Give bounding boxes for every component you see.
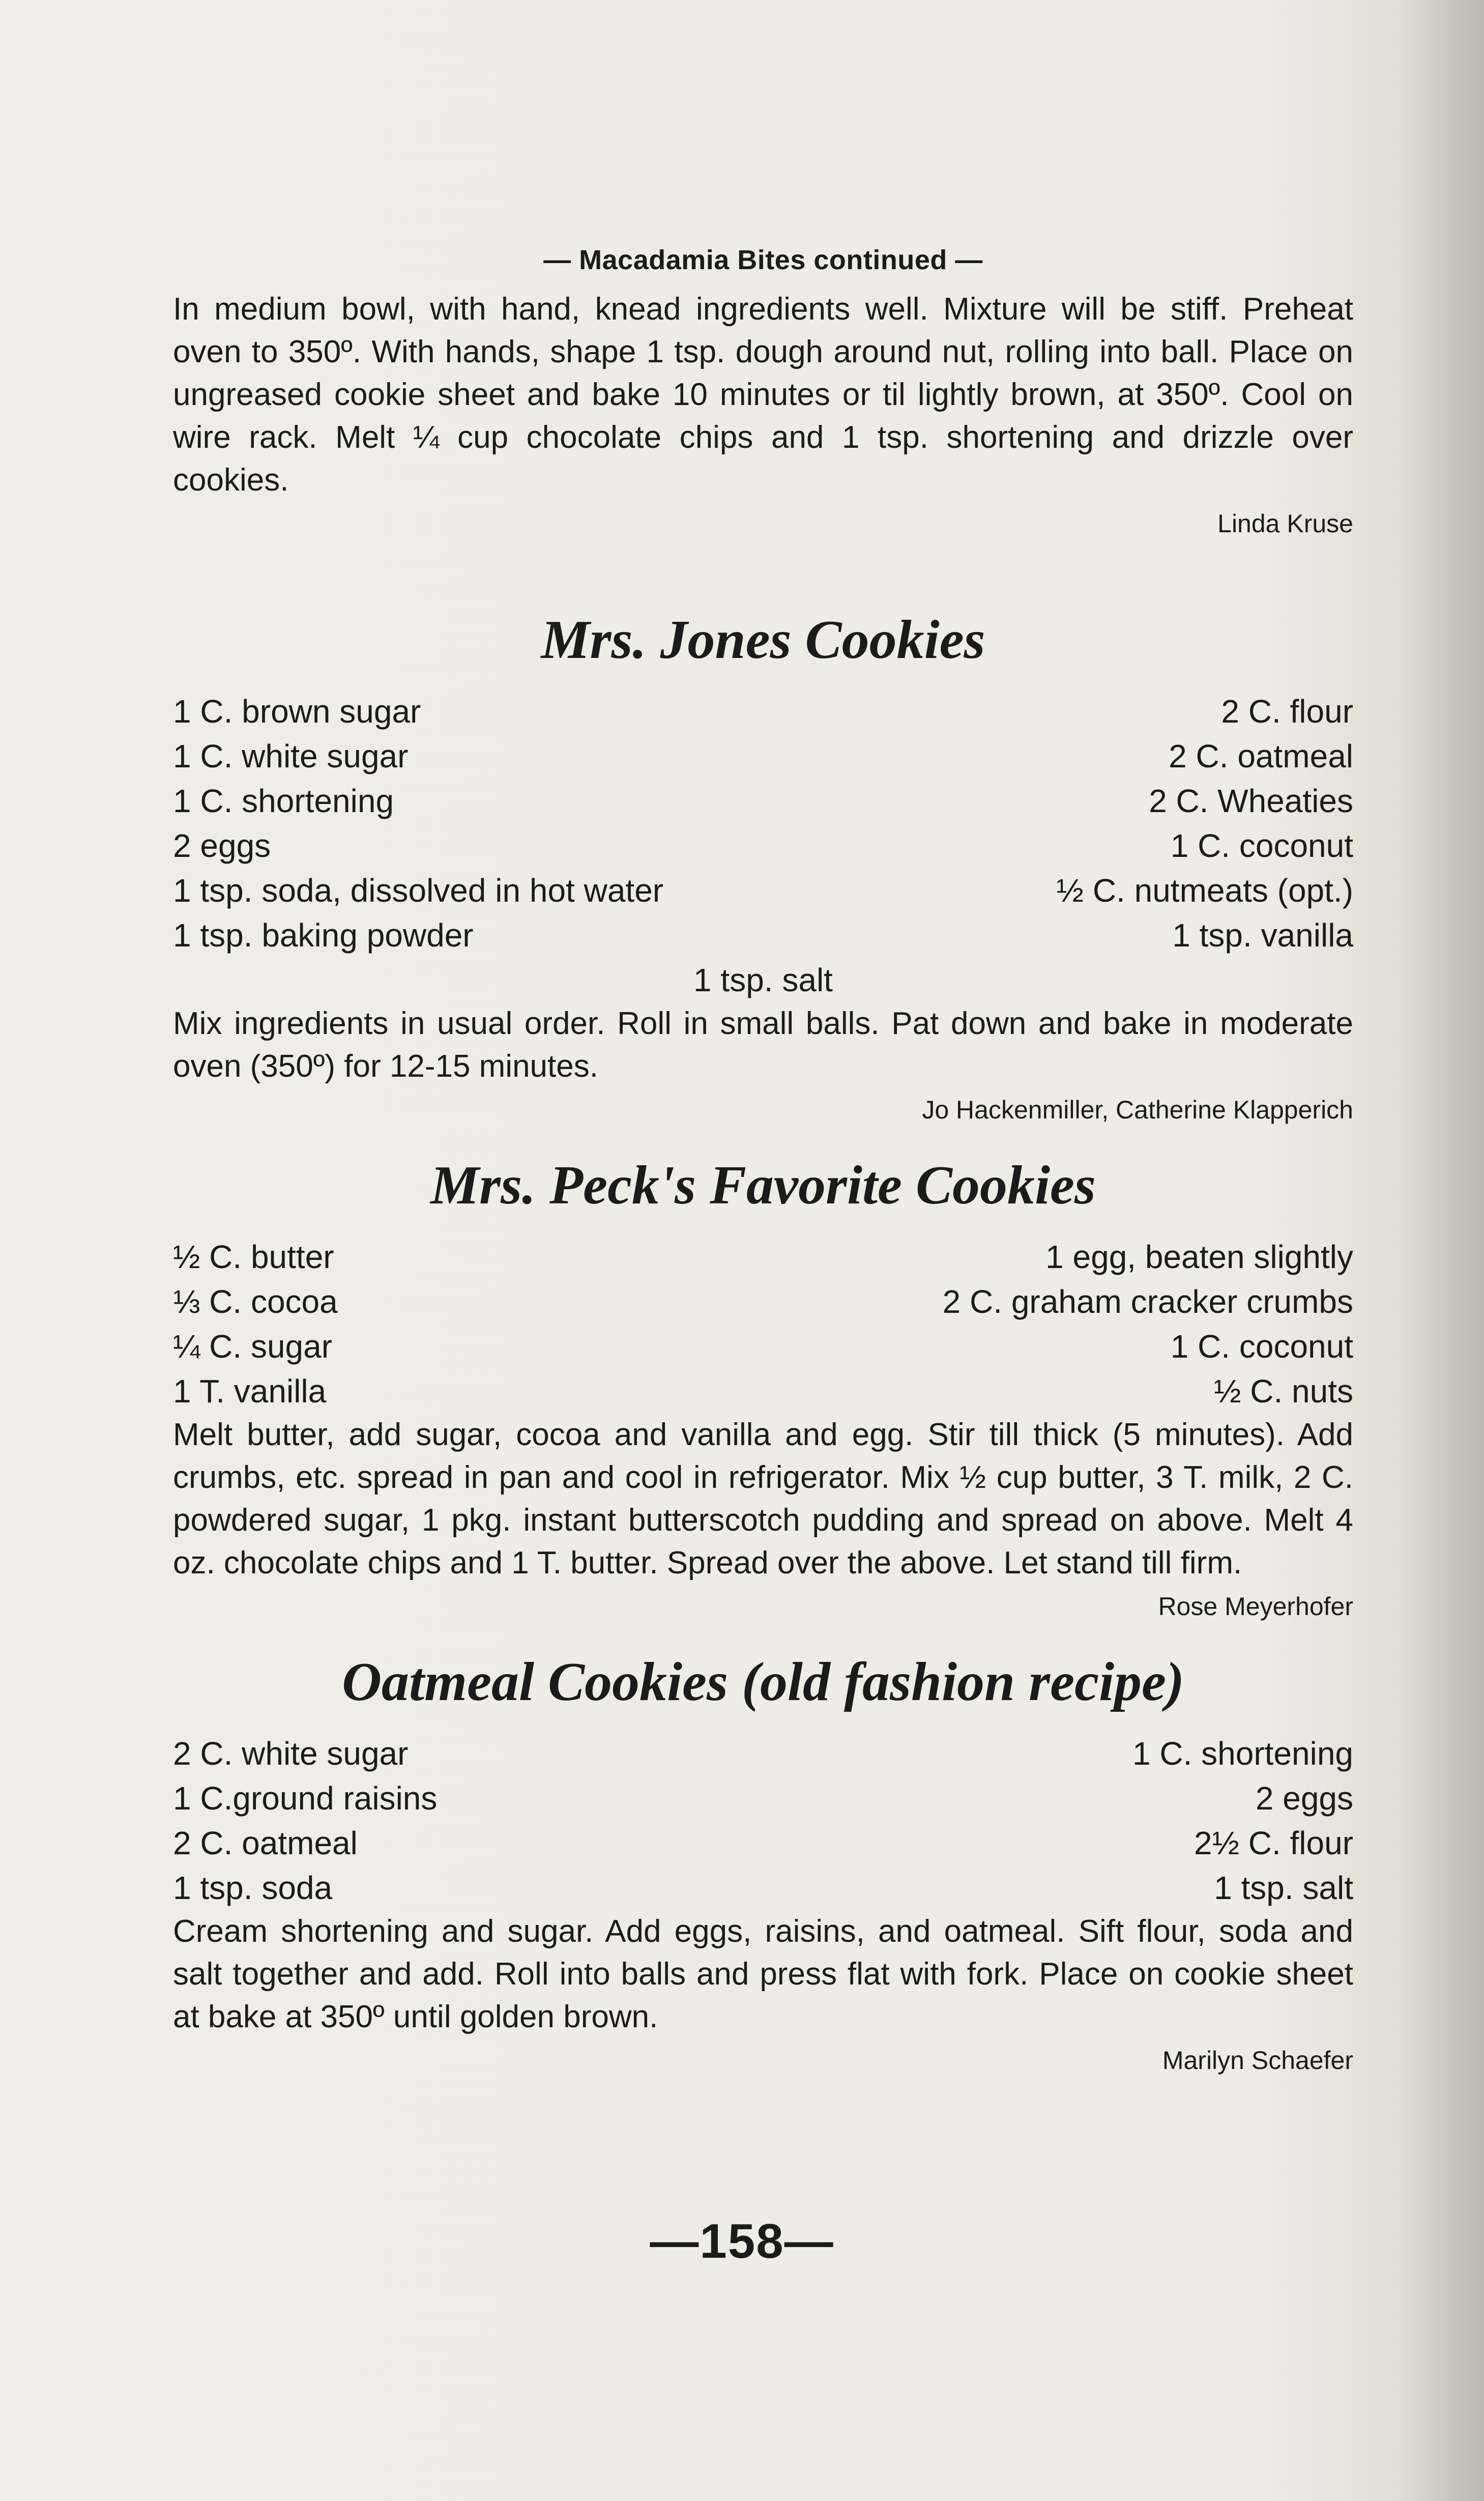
recipe-mrs-jones-cookies xyxy=(173,610,1353,1125)
ingredients-right xyxy=(773,1234,1353,1414)
ingredients-list xyxy=(173,1731,1353,1910)
ingredients-left xyxy=(173,689,753,958)
ingredient: 2 C. white sugar xyxy=(173,1735,409,1772)
ingredient: 1 C. coconut xyxy=(1170,827,1353,864)
ingredient: 1 egg, beaten slightly xyxy=(1045,1239,1353,1275)
recipe-author: Marilyn Schaefer xyxy=(1162,2046,1353,2075)
ingredient: 1 tsp. vanilla xyxy=(1172,917,1353,954)
ingredient-centered: 1 tsp. salt xyxy=(693,962,833,998)
recipe-mrs-pecks-favorite-cookies xyxy=(173,1155,1353,1621)
ingredient: 2½ C. flour xyxy=(1194,1825,1353,1861)
ingredient: 1 C. shortening xyxy=(173,783,394,819)
recipe-title: Oatmeal Cookies (old fashion recipe) xyxy=(342,1652,1184,1712)
ingredient: 1 tsp. soda, dissolved in hot water xyxy=(173,872,664,909)
recipe-directions: Cream shortening and sugar. Add eggs, raisins, and oatmeal. Sift flour, soda and salt together and add. Roll into balls and press flat with fork. Place on cookie sheet at bake at 350º until golden brown. xyxy=(173,1914,1353,2034)
ingredient: 1 C. brown sugar xyxy=(173,693,421,730)
ingredient: ½ C. nutmeats (opt.) xyxy=(1056,872,1353,909)
ingredient: 1 T. vanilla xyxy=(173,1373,327,1410)
ingredients-right xyxy=(773,689,1353,958)
ingredient: ½ C. nuts xyxy=(1214,1373,1353,1410)
ingredient: 1 C. coconut xyxy=(1170,1328,1353,1365)
ingredient: 2 C. graham cracker crumbs xyxy=(942,1283,1353,1320)
recipe-directions: Mix ingredients in usual order. Roll in small balls. Pat down and bake in moderate oven (350º) for 12-15 minutes. xyxy=(173,1006,1353,1084)
ingredients-right xyxy=(773,1731,1353,1910)
ingredient: 2 C. Wheaties xyxy=(1149,783,1353,819)
recipe-title: Mrs. Peck's Favorite Cookies xyxy=(430,1155,1096,1216)
page-content xyxy=(173,244,1353,2075)
ingredient: 1 C. shortening xyxy=(1132,1735,1353,1772)
page-number: —158— xyxy=(650,2214,834,2268)
ingredient: 2 eggs xyxy=(173,827,271,864)
ingredient: 2 C. oatmeal xyxy=(173,1825,358,1861)
continued-header: — Macadamia Bites continued — xyxy=(543,245,983,275)
ingredient: 1 tsp. salt xyxy=(1214,1870,1353,1906)
ingredient: ½ C. butter xyxy=(173,1239,334,1275)
recipe-directions: Melt butter, add sugar, cocoa and vanilla and egg. Stir till thick (5 minutes). Add crumbs, etc. spread in pan and cool in refrigerator. Mix ½ cup butter, 3 T. milk, 2 C. powdered sugar, 1 pkg. instant butterscotch pudding and spread on above. Melt 4 oz. chocolate chips and 1 T. butter. Spread over the above. Let stand till firm. xyxy=(173,1417,1353,1580)
ingredients-list xyxy=(173,689,1353,958)
ingredient: 2 eggs xyxy=(1255,1780,1353,1817)
ingredient: 2 C. flour xyxy=(1221,693,1353,730)
page-edge-shadow xyxy=(1403,0,1484,2501)
ingredient: 1 tsp. soda xyxy=(173,1870,333,1906)
ingredient: 1 tsp. baking powder xyxy=(173,917,474,954)
ingredients-list xyxy=(173,1234,1353,1414)
ingredients-left xyxy=(173,1731,753,1910)
ingredient: ⅓ C. cocoa xyxy=(173,1283,338,1320)
macadamia-author: Linda Kruse xyxy=(1217,509,1353,538)
macadamia-directions: In medium bowl, with hand, knead ingredients well. Mixture will be stiff. Preheat oven to 350º. With hands, shape 1 tsp. dough around nut, rolling into ball. Place on ungreased cookie sheet and bake 10 minutes or til lightly brown, at 350º. Cool on wire rack. Melt ¼ cup chocolate chips and 1 tsp. shortening and drizzle over cookies. xyxy=(173,292,1353,498)
ingredients-left xyxy=(173,1234,753,1414)
ingredient: ¼ C. sugar xyxy=(173,1328,333,1365)
recipe-oatmeal-cookies xyxy=(173,1652,1353,2075)
recipe-author: Jo Hackenmiller, Catherine Klapperich xyxy=(922,1096,1353,1124)
ingredient: 1 C.ground raisins xyxy=(173,1780,438,1817)
recipe-title: Mrs. Jones Cookies xyxy=(541,610,985,670)
ingredient: 2 C. oatmeal xyxy=(1169,738,1353,774)
ingredient: 1 C. white sugar xyxy=(173,738,409,774)
recipe-author: Rose Meyerhofer xyxy=(1158,1592,1353,1621)
